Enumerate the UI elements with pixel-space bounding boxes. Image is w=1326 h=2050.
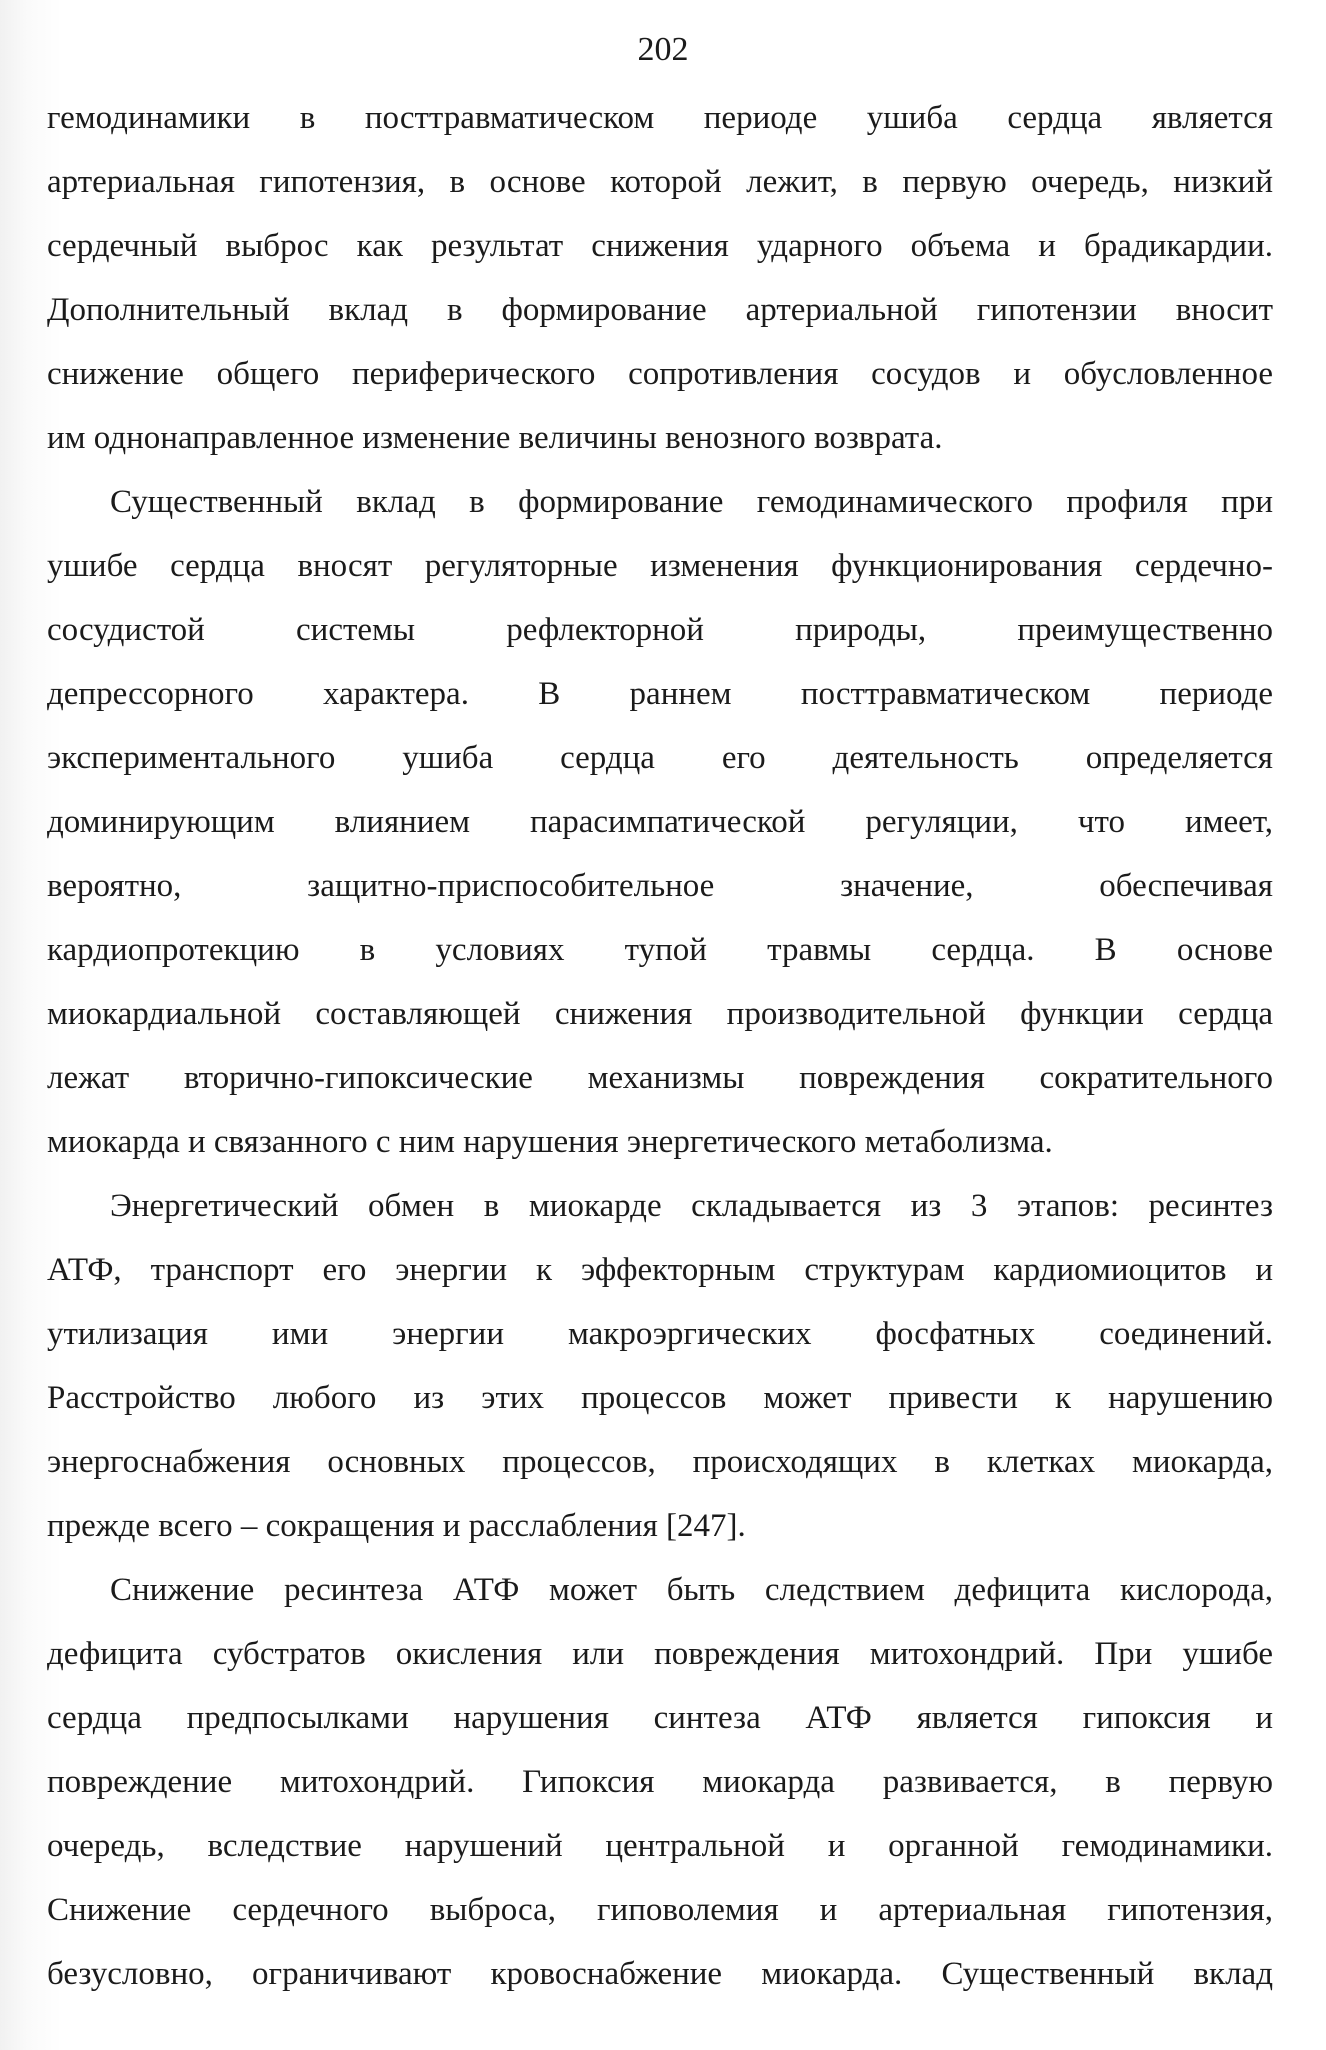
text-line: артериальная гипотензия, в основе которой лежит, в первую очередь, низкий xyxy=(47,164,1273,200)
text-line: им однонаправленное изменение величины венозного возврата. xyxy=(47,420,943,456)
text-line: повреждение митохондрий. Гипоксия миокарда развивается, в первую xyxy=(47,1764,1273,1800)
text-line: Энергетический обмен в миокарде складывается из 3 этапов: ресинтез xyxy=(110,1188,1273,1224)
text-line: Расстройство любого из этих процессов может привести к нарушению xyxy=(47,1380,1273,1416)
text-line: снижение общего периферического сопротивления сосудов и обусловленное xyxy=(47,356,1273,392)
text-line: утилизация ими энергии макроэргических фосфатных соединений. xyxy=(47,1316,1273,1352)
text-line: сердца предпосылками нарушения синтеза АТФ является гипоксия и xyxy=(47,1700,1273,1736)
text-line: дефицита субстратов окисления или повреждения митохондрий. При ушибе xyxy=(47,1636,1273,1672)
text-line: миокардиальной составляющей снижения производительной функции сердца xyxy=(47,996,1273,1032)
text-line: экспериментального ушиба сердца его деятельность определяется xyxy=(47,740,1273,776)
page-body xyxy=(47,86,1273,2006)
text-line: доминирующим влиянием парасимпатической регуляции, что имеет, xyxy=(47,804,1273,840)
text-line: очередь, вследствие нарушений центральной и органной гемодинамики. xyxy=(47,1828,1273,1864)
text-line: сосудистой системы рефлекторной природы, преимущественно xyxy=(47,612,1273,648)
text-line: Снижение сердечного выброса, гиповолемия и артериальная гипотензия, xyxy=(47,1892,1273,1928)
paragraph-4 xyxy=(47,1558,1273,2006)
text-line: лежат вторично-гипоксические механизмы повреждения сократительного xyxy=(47,1060,1273,1096)
text-line: Существенный вклад в формирование гемодинамического профиля при xyxy=(110,484,1273,520)
text-line: ушибе сердца вносят регуляторные изменения функционирования сердечно- xyxy=(47,548,1273,584)
text-line: безусловно, ограничивают кровоснабжение миокарда. Существенный вклад xyxy=(47,1956,1273,1992)
text-line: сердечный выброс как результат снижения ударного объема и брадикардии. xyxy=(47,228,1273,264)
text-line: кардиопротекцию в условиях тупой травмы сердца. В основе xyxy=(47,932,1273,968)
text-line: вероятно, защитно-приспособительное значение, обеспечивая xyxy=(47,868,1273,904)
paragraph-3 xyxy=(47,1174,1273,1558)
paragraph-2 xyxy=(47,470,1273,1174)
text-line: гемодинамики в посттравматическом периоде ушиба сердца является xyxy=(47,100,1273,136)
text-line: прежде всего – сокращения и расслабления [247]. xyxy=(47,1508,746,1544)
text-line: Снижение ресинтеза АТФ может быть следствием дефицита кислорода, xyxy=(110,1572,1273,1608)
paragraph-1 xyxy=(47,86,1273,470)
page-number: 202 xyxy=(637,31,689,68)
text-line: Дополнительный вклад в формирование артериальной гипотензии вносит xyxy=(47,292,1273,328)
text-line: миокарда и связанного с ним нарушения энергетического метаболизма. xyxy=(47,1124,1053,1160)
text-line: депрессорного характера. В раннем посттравматическом периоде xyxy=(47,676,1273,712)
text-line: энергоснабжения основных процессов, происходящих в клетках миокарда, xyxy=(47,1444,1273,1480)
text-line: АТФ, транспорт его энергии к эффекторным структурам кардиомиоцитов и xyxy=(47,1252,1273,1288)
